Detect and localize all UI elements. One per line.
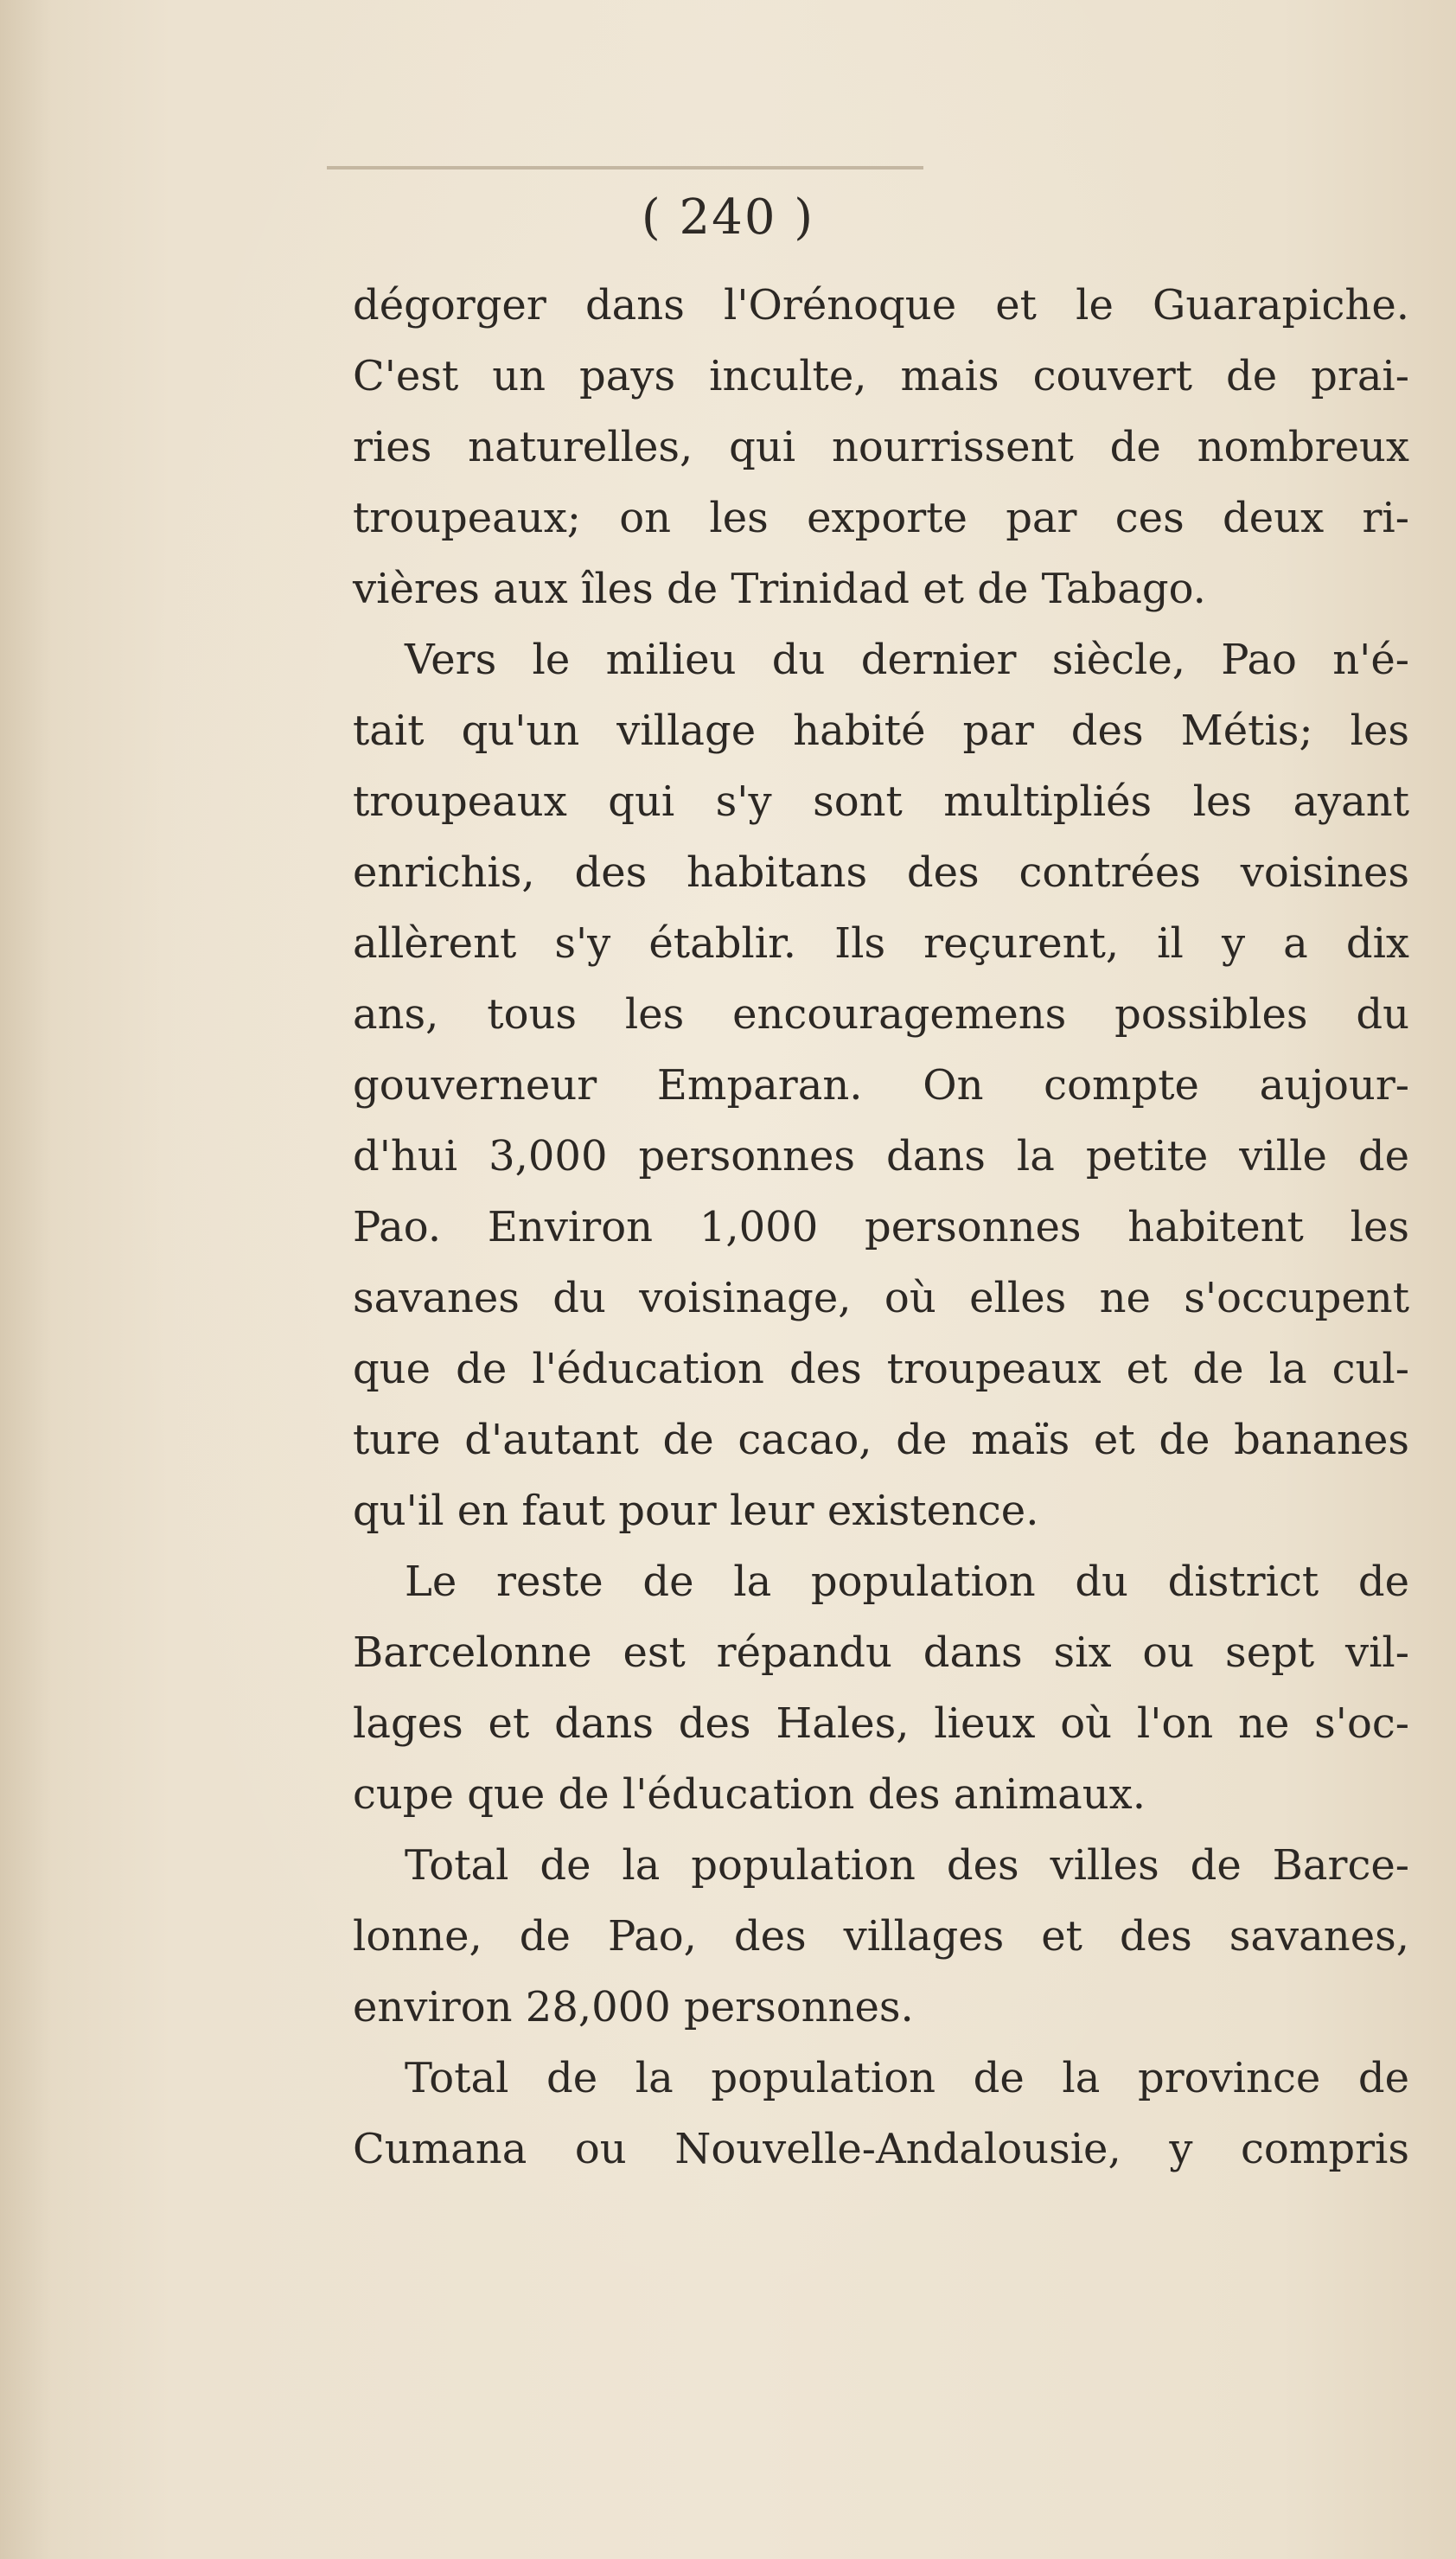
- text-line-6: Vers le milieu du dernier siècle, Pao n'é-: [405, 636, 1409, 684]
- text-line-5: vières aux îles de Trinidad et de Tabago.: [353, 565, 1206, 613]
- text-line-1: dégorger dans l'Orénoque et le Guarapiche.: [353, 281, 1409, 329]
- text-line-19: Le reste de la population du district de: [405, 1558, 1409, 1606]
- gutter-shadow: [0, 0, 52, 2559]
- text-line-17: ture d'autant de cacao, de maïs et de bananes: [353, 1416, 1409, 1464]
- text-line-20: Barcelonne est répandu dans six ou sept vil-: [353, 1628, 1409, 1677]
- text-line-21: lages et dans des Hales, lieux où l'on ne s'oc-: [353, 1699, 1409, 1748]
- text-line-15: savanes du voisinage, où elles ne s'occupent: [353, 1274, 1409, 1322]
- text-line-12: gouverneur Emparan. On compte aujour-: [353, 1061, 1409, 1110]
- text-line-14: Pao. Environ 1,000 personnes habitent les: [353, 1203, 1409, 1251]
- text-line-9: enrichis, des habitans des contrées voisines: [353, 848, 1409, 897]
- text-line-3: ries naturelles, qui nourrissent de nombreux: [353, 423, 1409, 471]
- text-line-26: Total de la population de la province de: [405, 2054, 1409, 2102]
- text-line-18: qu'il en faut pour leur existence.: [353, 1487, 1039, 1535]
- text-line-27: Cumana ou Nouvelle-Andalousie, y compris: [353, 2125, 1409, 2173]
- text-line-11: ans, tous les encouragemens possibles du: [353, 990, 1409, 1039]
- header-rule: [327, 166, 923, 170]
- text-line-4: troupeaux; on les exporte par ces deux ri-: [353, 494, 1409, 542]
- text-line-2: C'est un pays inculte, mais couvert de prai-: [353, 352, 1409, 400]
- text-line-25: environ 28,000 personnes.: [353, 1983, 914, 2031]
- text-line-16: que de l'éducation des troupeaux et de la cul-: [353, 1345, 1409, 1393]
- text-line-23: Total de la population des villes de Barce-: [405, 1841, 1409, 1890]
- page-number: ( 240 ): [641, 189, 815, 246]
- text-line-8: troupeaux qui s'y sont multipliés les ayant: [353, 777, 1409, 826]
- text-line-22: cupe que de l'éducation des animaux.: [353, 1770, 1146, 1819]
- text-line-7: tait qu'un village habité par des Métis; les: [353, 707, 1409, 755]
- text-line-24: lonne, de Pao, des villages et des savanes,: [353, 1912, 1409, 1961]
- text-line-10: allèrent s'y établir. Ils reçurent, il y a dix: [353, 919, 1409, 968]
- text-line-13: d'hui 3,000 personnes dans la petite ville de: [353, 1132, 1409, 1180]
